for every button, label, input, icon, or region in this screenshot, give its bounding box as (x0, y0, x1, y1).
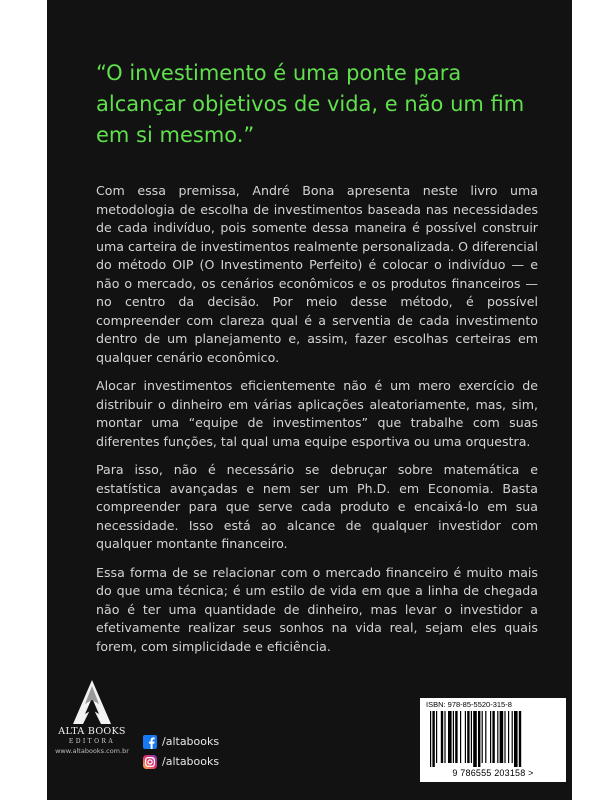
barcode-bar (485, 711, 486, 763)
barcode-bar (492, 711, 494, 763)
barcode-bar (500, 711, 504, 763)
barcode-bar (482, 711, 483, 763)
instagram-link[interactable] (143, 754, 219, 769)
description-paragraph-4: Essa forma de se relacionar com o mercado financeiro é muito mais do que uma técnica; é um estilo de vida em que a linha de chegada não é ter uma quantidade de dinheiro, mas levar o investidor a efetivamente realizar seus sonhos na vida real, sejam eles quais forem, com simplicidade e eficiência. (96, 564, 538, 654)
publisher-name: ALTA BOOKS (58, 726, 126, 737)
barcode-bar (436, 711, 437, 763)
barcode-bar (519, 711, 521, 767)
barcode-bar (478, 711, 480, 767)
publisher-website: www.altabooks.com.br (55, 747, 129, 755)
instagram-icon (143, 755, 157, 769)
barcode-bar (460, 711, 461, 763)
publisher-subtitle: EDITORA (68, 738, 116, 745)
isbn-label: ISBN: 978-85-5520-315-8 (426, 700, 512, 709)
instagram-handle: /altabooks (162, 755, 220, 768)
description-paragraph-2: Alocar investimentos eficientemente não é um mero exercício de distribuir o dinheiro em várias aplicações aleatoriamente, mas, sim, montar uma “equipe de investimentos” que trabalhe com suas diferentes funções, tal qual uma equipe esportiva ou uma orquestra. (96, 378, 538, 449)
barcode-bar (455, 711, 457, 763)
barcode-bar (471, 711, 472, 763)
cover-description (96, 182, 538, 666)
barcode-bar (473, 711, 477, 767)
facebook-link[interactable] (143, 734, 219, 749)
barcode-bar (497, 711, 498, 763)
barcode-bar (490, 711, 491, 763)
description-paragraph-3: Para isso, não é necessário se debruçar sobre matemática e estatística avançadas e nem ser um Ph.D. em Economia. Basta compreender para que serve cada produto e encaixá-lo em sua necessidade. Isso está ao alcance de qualquer investidor com qualquer montante financeiro. (96, 462, 538, 551)
barcode-bar (441, 711, 443, 763)
social-links (143, 734, 219, 774)
facebook-handle: /altabooks (162, 735, 220, 748)
barcode-bar (467, 711, 469, 763)
barcode-bar (504, 711, 505, 763)
barcode-bar (465, 711, 466, 763)
barcode-bar (432, 711, 434, 767)
barcode-bar (448, 711, 452, 763)
back-cover (47, 0, 572, 800)
publisher-logo (51, 680, 133, 755)
barcode-bar (508, 711, 509, 763)
barcode-bars (430, 711, 556, 767)
barcode-bar (514, 711, 518, 767)
alta-books-peak-logo-icon (69, 680, 115, 724)
barcode-bar (453, 711, 454, 763)
barcode-bar (512, 711, 513, 763)
barcode-digits: 9 786555 203158 > (452, 768, 534, 778)
isbn-barcode (420, 698, 566, 782)
barcode-bar (444, 711, 445, 763)
barcode-bar (430, 711, 431, 767)
facebook-icon (143, 735, 157, 749)
description-paragraph-1: Com essa premissa, André Bona apresenta neste livro uma metodologia de escolha de investimentos baseada nas necessidades de cada indivíduo, pois somente dessa maneira é possível construir uma carteira de investimentos realmente personalizada. O diferencial do método OIP (O Investimento Perfeito) é colocar o indivíduo — e não o mercado, os cenários econômicos e os produtos financeiros — no centro da decisão. Por meio desse método, é possível compreender com clareza qual é a serventia de cada investimento dentro de um planejamento e, assim, fazer escolhas certeiras em qualquer cenário econômico. (96, 183, 538, 365)
cover-quote: “O investimento é uma ponte para alcançar objetivos de vida, e não um fim em si mesmo.” (96, 61, 525, 147)
